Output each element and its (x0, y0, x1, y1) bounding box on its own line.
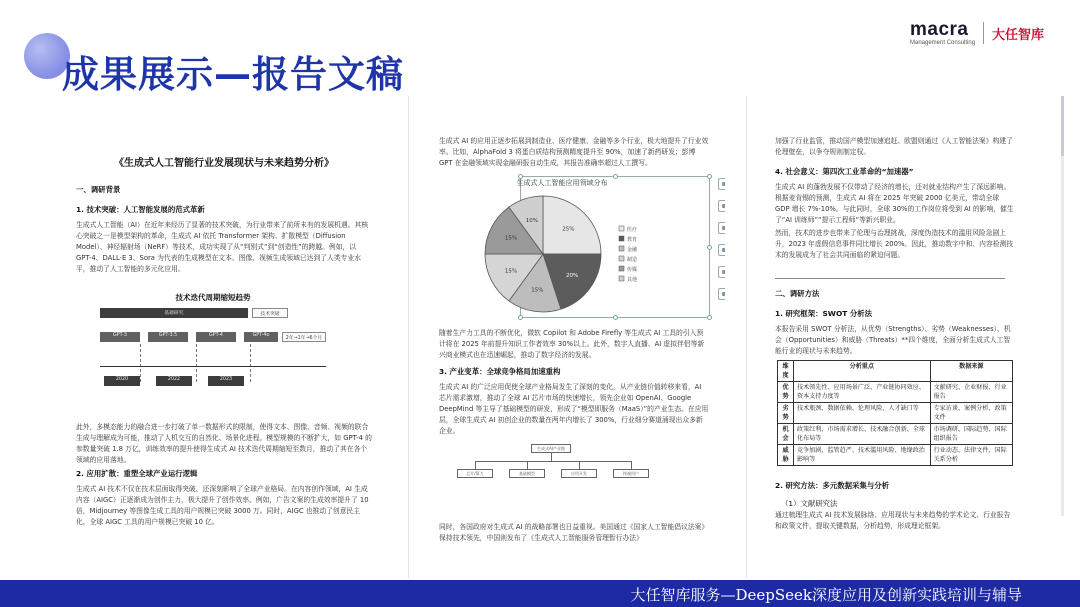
legend-label: 制造 (627, 257, 638, 263)
pie-slice-label: 15% (504, 235, 518, 242)
diagram-label: 2020 (115, 377, 129, 382)
diagram-label: 2年→1年→6个月 (285, 336, 323, 341)
diagram-year-box (156, 376, 192, 386)
table-cell: 专家访谈、案例分析、政策文件 (930, 403, 1012, 424)
diagram-year-box (104, 376, 140, 386)
diagram-guide-line (196, 344, 197, 382)
legend-swatch (619, 236, 624, 241)
diagram-bar (100, 332, 140, 342)
document-page-3 (763, 96, 1032, 578)
table-cell: 技术领先性、应用场景广泛、产业链协同效应、资本支持力度等 (794, 382, 931, 403)
diagram-axis (100, 366, 326, 367)
document-page-1 (58, 96, 390, 578)
table-cell: 市场调研、国际趋势、国际组织报告 (930, 424, 1012, 445)
crop-icon[interactable] (718, 288, 725, 300)
subsection-heading: （1）文献研究法 (781, 499, 838, 508)
paragraph: 随着生产力工具的不断优化，微软 Copilot 和 Adobe Firefly 等生成式 AI 工具的引入预计将在 2025 年前提升知识工作者效率 30%以上。此外，数字人直播、AI 虚拟伴侣等新兴商业模式也在迅速崛起，推动了数字经济的发展。 (439, 329, 705, 359)
brand-logo (910, 20, 1044, 46)
subsection-heading: 3. 产业变革：全球竞争格局加速重构 (439, 367, 561, 376)
logo-cn-name: 大任智库 (992, 27, 1045, 43)
pie-slice-label: 10% (525, 217, 539, 224)
diagram-guide-line (250, 344, 251, 382)
diagram-year-box (208, 376, 244, 386)
chart-toolbar (716, 178, 725, 310)
table-cell: 优势 (778, 382, 794, 403)
table-cell: 劣势 (778, 403, 794, 424)
page-separator (408, 96, 409, 578)
table-row (778, 382, 1013, 403)
pie-slice-label: 15% (504, 268, 518, 275)
legend-label: 医疗 (627, 227, 638, 233)
report-title: 《生成式人工智能行业发展现状与未来趋势分析》 (114, 158, 334, 169)
table-header-cell: 分析重点 (794, 361, 931, 382)
legend-label: 教育 (627, 237, 638, 243)
table-row (778, 445, 1013, 466)
diagram-label: GPT-4 (209, 333, 223, 338)
legend-label: 金融 (627, 247, 638, 253)
table-header-row (778, 361, 1013, 382)
logo-divider (983, 22, 984, 44)
copy-icon[interactable] (718, 266, 725, 278)
legend-label: 传媒 (627, 267, 638, 273)
table-cell: 文献研究、企业财报、行业报告 (930, 382, 1012, 403)
paragraph: 生成式 AI 的广泛应用促使全球产业格局发生了深刻的变化。从产业链价值转移来看，AI 芯片需求激增，推动了全球 AI 芯片市场的快速增长，领先企业如 OpenAI、Google DeepMind 等主导了基础模型的研发，形成了“模型即服务（MaaS）”的产业生态。在应用层，全球生成式 AI 初创企业的数量在两年内增长了 300%，行业细分赛道涌现出众多新企业。 (439, 383, 709, 435)
logo-subtitle: Management Consulting (910, 40, 976, 46)
industry-flow-diagram (455, 418, 645, 488)
pie-slice-label: 25% (562, 226, 575, 233)
diagram-label: GPT-3 (113, 333, 127, 338)
section-divider (775, 278, 1005, 279)
table-cell: 机会 (778, 424, 794, 445)
flow-connector (631, 461, 632, 469)
legend-swatch (619, 246, 624, 251)
diagram-title: 技术迭代周期缩短趋势 (175, 293, 251, 302)
table-row (778, 424, 1013, 445)
diagram-label: 2022 (167, 377, 181, 382)
subsection-heading: 1. 研究框架：SWOT 分析法 (775, 309, 873, 318)
legend-swatch (619, 266, 624, 271)
subsection-heading: 2. 研究方法：多元数据采集与分析 (775, 481, 889, 490)
table-cell: 技术瓶颈、数据依赖、伦理风险、人才缺口等 (794, 403, 931, 424)
paragraph: 通过梳理生成式 AI 技术发展脉络、应用现状与未来趋势的学术论文、行业报告和政策文件，提取关键数据，分析趋势，形成理论框架。 (775, 511, 1011, 530)
table-cell: 竞争加剧、监管趋严、技术滥用风险、地缘政治影响等 (794, 445, 931, 466)
paragraph: 此外，多模态能力的融合进一步打破了单一数据形式的限制，使得文本、图像、音频、视频的联合生成与理解成为可能，推动了人机交互的自然化、场景化进程。模型规模的不断扩大，如 GPT-4 的参数量突破 1.8 万亿，训练效率的提升使得生成式 AI 技术迭代周期缩短至数月，推动了其在各个领域的应用落地。 (76, 423, 372, 464)
flow-connector (551, 453, 552, 461)
document-view[interactable] (58, 96, 1032, 578)
iteration-cycle-diagram (100, 292, 326, 396)
flow-connector (579, 461, 580, 469)
section-heading: 二、调研方法 (775, 289, 820, 298)
logo-wordmark: macra (910, 19, 969, 40)
swot-table (777, 360, 1013, 466)
diagram-label: 基础研究 (164, 311, 184, 316)
flow-node: 基础模型 (509, 469, 545, 478)
diagram-bar (244, 332, 278, 342)
document-page-2 (425, 96, 725, 578)
diagram-bar (282, 332, 326, 342)
paragraph: 生成式人工智能（AI）在近年来经历了显著的技术突破，为行业带来了前所未有的发展机遇。其核心突破之一是模型架构的革命，生成式 AI 依托 Transformer 架构、扩散模型（Diffusion Model）、神经辐射场（NeRF）等技术，成功实现了从“判别式”到“创造性”的跨越。例如，以 GPT-4、DALL·E 3、Sora 为代表的生成模型在文本、图像、视频生成领域已达到了人类专业水平，推动了人工智能的多元化应用。 (76, 221, 369, 273)
flow-node: 生成式AI产业链 (531, 444, 571, 453)
chart-title: 生成式人工智能应用领域分布 (516, 179, 608, 187)
resize-handle[interactable] (707, 245, 712, 250)
legend-swatch (619, 226, 624, 231)
flow-connector (527, 461, 528, 469)
diagram-bar (100, 308, 248, 318)
flow-node: 应用开发 (561, 469, 597, 478)
footer-band (0, 580, 1080, 607)
slide-title: 成果展示—报告文稿 (62, 53, 404, 96)
pie-slice-label: 15% (531, 287, 544, 294)
paragraph: 然而，技术的进步也带来了伦理与治理挑战，深度伪造技术的滥用风险急剧上升，2023 年虚假信息事件同比增长 200%。因此，推动数字中和、内容检测技术的发展成为了社会共同面临的紧迫问题。 (775, 229, 1014, 259)
legend-label: 其他 (627, 277, 638, 283)
page-separator (746, 96, 747, 578)
paragraph: 生成式 AI 的蓬勃发展不仅带动了经济的增长，还对就业结构产生了深远影响。根据麦肯锡的预测，生成式 AI 将在 2025 年突破 2000 亿美元，带动全球 GDP 增长 7%-10%。与此同时，全球 30%的工作岗位将受到 AI 的影响，催生了“AI 训练师”“提示工程师”等新兴职业。 (775, 183, 1014, 224)
flow-connector (475, 461, 631, 462)
legend-swatch (619, 256, 624, 261)
paragraph: 生成式 AI 技术不仅在技术层面取得突破，还深刻影响了全球产业格局。在内容创作领域，AI 生成内容（AIGC）正逐渐成为创作主力，极大提升了创作效率。例如，广告文案的生成效率提升了 10 倍，Midjourney 等图像生成工具的用户规模已突破 3000 万。同时，AIGC 也推动了创意民主化，全球 AIGC 工具的用户规模已突破 10 亿。 (76, 485, 369, 526)
table-header-cell: 数据来源 (930, 361, 1012, 382)
subsection-heading: 2. 应用扩散：重塑全球产业运行逻辑 (76, 469, 198, 478)
resize-handle[interactable] (707, 315, 712, 320)
layout-options-icon[interactable] (718, 200, 725, 212)
pie-chart (481, 192, 657, 316)
diagram-label: GPT-3.5 (158, 333, 178, 338)
diagram-bar (196, 332, 236, 342)
paragraph: 同时，各国政府对生成式 AI 的战略部署也日益重视。美国通过《国家人工智能倡议法案》保持技术领先，中国则发布了《生成式人工智能服务管理暂行办法》 (439, 523, 709, 542)
subsection-heading: 4. 社会意义：第四次工业革命的“加速器” (775, 167, 914, 176)
pie-slice (543, 196, 601, 254)
flow-node: 芯片/算力 (457, 469, 493, 478)
diagram-label: 2023 (219, 377, 233, 382)
table-header-cell: 维度 (778, 361, 794, 382)
minus-icon[interactable] (718, 178, 725, 190)
chart-elements-icon[interactable] (718, 222, 725, 234)
diagram-label: 技术突破 (260, 312, 280, 317)
paragraph: 本报告采用 SWOT 分析法，从优势（Strengths）、劣势（Weaknesses）、机会（Opportunities）和威胁（Threats）**四个维度，全面分析生成式人工智能行业的现状与未来趋势。 (775, 325, 1011, 355)
table-cell: 行业动态、法律文件、国际关系分析 (930, 445, 1012, 466)
table-cell: 威胁 (778, 445, 794, 466)
section-heading: 一、调研背景 (76, 185, 121, 194)
paragraph: 生成式 AI 的应用正逐步拓展到制造业、医疗健康、金融等多个行业，极大地提升了行业效率。比如，AlphaFold 3 将蛋白质结构预测精度提升至 90%，加速了新药研发；彭博 GPT 在金融领域实现金融研报自动生成，其报告准确率超过人工撰写。 (439, 137, 709, 167)
table-row (778, 403, 1013, 424)
pie-slice-label: 20% (565, 273, 579, 280)
table-cell: 政策红利、市场需求增长、技术融合创新、全球化布局等 (794, 424, 931, 445)
vertical-scrollbar[interactable] (1061, 96, 1064, 516)
footer-text: 大任智库服务—DeepSeek深度应用及创新实践培训与辅导 (630, 586, 1022, 604)
legend-swatch (619, 276, 624, 281)
scrollbar-thumb[interactable] (1061, 96, 1064, 156)
diagram-bar (252, 308, 288, 318)
paragraph: 加强了行业监管，推动国产模型加速追赶。欧盟则通过《人工智能法案》构建了伦理壁垒，以争夺规则制定权。 (775, 137, 1013, 156)
resize-handle[interactable] (707, 174, 712, 179)
diagram-bar (148, 332, 188, 342)
diagram-guide-line (140, 344, 141, 382)
flow-node: 终端用户 (613, 469, 649, 478)
subsection-heading: 1. 技术突破：人工智能发展的范式革新 (76, 205, 205, 214)
flow-connector (475, 461, 476, 469)
diagram-label: GPT-4o (252, 333, 270, 338)
zoom-icon[interactable] (718, 244, 725, 256)
